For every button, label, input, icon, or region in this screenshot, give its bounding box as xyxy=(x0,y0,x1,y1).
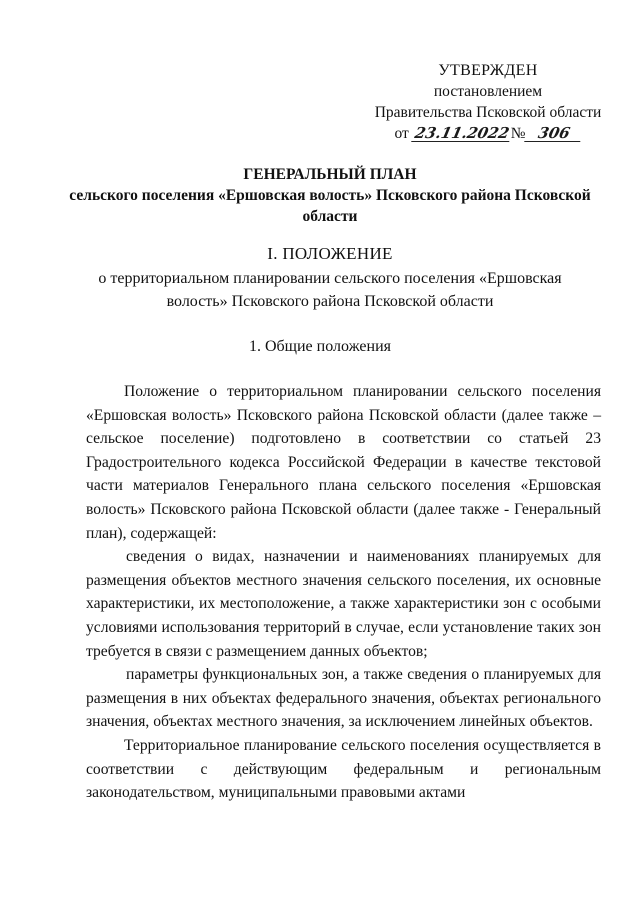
paragraph: Положение о территориальном планировании сельского поселения «Ершовская волость» Псковского района Псковской области (далее также – сельское поселение) подготовлено в соответствии со статьей 23 Градостроительного кодекса Российской Федерации в качестве текстовой части материалов Генерального плана сельского поселения «Ершовская волость» Псковского района Псковской области (далее также - Генеральный план), содержащей: xyxy=(86,383,601,542)
body-text xyxy=(86,380,601,805)
handwritten-date: 23.11.2022 xyxy=(412,124,511,142)
plan-title-line-1: ГЕНЕРАЛЬНЫЙ ПЛАН xyxy=(243,166,417,183)
plan-title-line-2: сельского поселения «Ершовская волость» Псковского района Псковской xyxy=(69,187,591,204)
approval-stamp xyxy=(372,60,604,144)
approval-line-1: постановлением xyxy=(433,83,543,100)
section-heading: I. ПОЛОЖЕНИЕ xyxy=(267,244,393,263)
section-subtitle-line-2: волость» Псковского района Псковской области xyxy=(166,293,494,310)
approval-date-prefix: от xyxy=(394,125,409,142)
approval-number-sign: № xyxy=(510,125,526,142)
section-subtitle-line-1: о территориальном планировании сельского поселения «Ершовская xyxy=(98,270,562,287)
subsection-heading: 1. Общие положения xyxy=(248,338,392,355)
approval-date-row xyxy=(372,123,604,144)
plan-title xyxy=(60,164,600,227)
section-heading-block xyxy=(90,242,570,313)
paragraph: сведения о видах, назначении и наименованиях планируемых для размещения объектов местного значения сельского поселения, их основные характеристики, их местоположение, а также характеристики зон с особыми условиями использования территорий в случае, если установление таких зон требуется в связи с размещением данных объектов; xyxy=(86,548,601,660)
approval-line-2: Правительства Псковской области xyxy=(374,104,602,121)
plan-title-line-3: области xyxy=(302,208,358,225)
paragraph: параметры функциональных зон, а также сведения о планируемых для размещения в них объектах федерального значения, объектах регионального значения, объектах местного значения, за исключением линейных объектов. xyxy=(86,666,601,731)
paragraph: Территориальное планирование сельского поселения осуществляется в соответствии с действующим федеральным и региональным законодательством, муниципальными правовыми актами xyxy=(86,736,601,802)
approval-title: УТВЕРЖДЕН xyxy=(438,62,538,79)
handwritten-number: 306 xyxy=(524,125,584,142)
